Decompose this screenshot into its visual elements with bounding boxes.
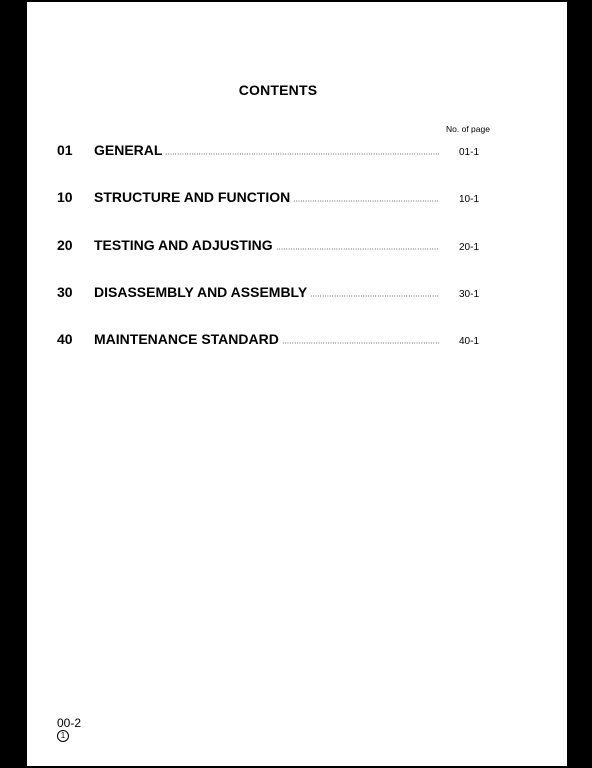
toc-entry-number: 30 — [57, 283, 73, 300]
document-page — [27, 2, 567, 766]
toc-entry-maintenance-standard[interactable] — [57, 331, 487, 378]
toc-entry-line — [94, 237, 439, 253]
toc-entry-page: 10-1 — [459, 194, 480, 206]
toc-entry-page: 30-1 — [459, 288, 480, 300]
dot-leader — [310, 293, 439, 297]
dot-leader — [293, 198, 439, 202]
toc-entry-disassembly-and-assembly[interactable] — [57, 284, 487, 331]
toc-entry-number: 20 — [57, 236, 73, 253]
page-title: CONTENTS — [238, 82, 318, 98]
toc-entry-line — [94, 331, 439, 347]
toc-entry-page: 01-1 — [459, 147, 480, 158]
toc-entry-label: GENERAL — [94, 142, 163, 158]
toc-entry-line — [94, 189, 439, 205]
dot-leader — [282, 340, 439, 344]
toc-entry-label: STRUCTURE AND FUNCTION — [94, 189, 291, 206]
toc-entry-number: 40 — [57, 331, 73, 347]
toc-entry-general[interactable] — [57, 142, 487, 189]
toc-entry-testing-and-adjusting[interactable] — [57, 237, 487, 284]
toc-entry-label: DISASSEMBLY AND ASSEMBLY — [94, 283, 308, 300]
toc-entry-page: 40-1 — [459, 336, 480, 347]
footer-page-code: 00-2 — [57, 716, 82, 730]
dot-leader — [165, 151, 439, 155]
toc-entry-number: 10 — [57, 189, 73, 206]
toc-entry-label: MAINTENANCE STANDARD — [94, 331, 279, 347]
toc-entry-label: TESTING AND ADJUSTING — [94, 236, 273, 253]
toc-entry-line — [94, 284, 439, 300]
dot-leader — [276, 246, 439, 250]
table-of-contents — [57, 142, 487, 378]
revision-mark: 1 — [57, 730, 69, 742]
toc-entry-page: 20-1 — [459, 241, 480, 253]
toc-entry-structure-and-function[interactable] — [57, 189, 487, 236]
toc-entry-line — [94, 142, 439, 158]
page-number-column-header: No. of page — [446, 124, 490, 134]
toc-entry-number: 01 — [57, 142, 73, 158]
